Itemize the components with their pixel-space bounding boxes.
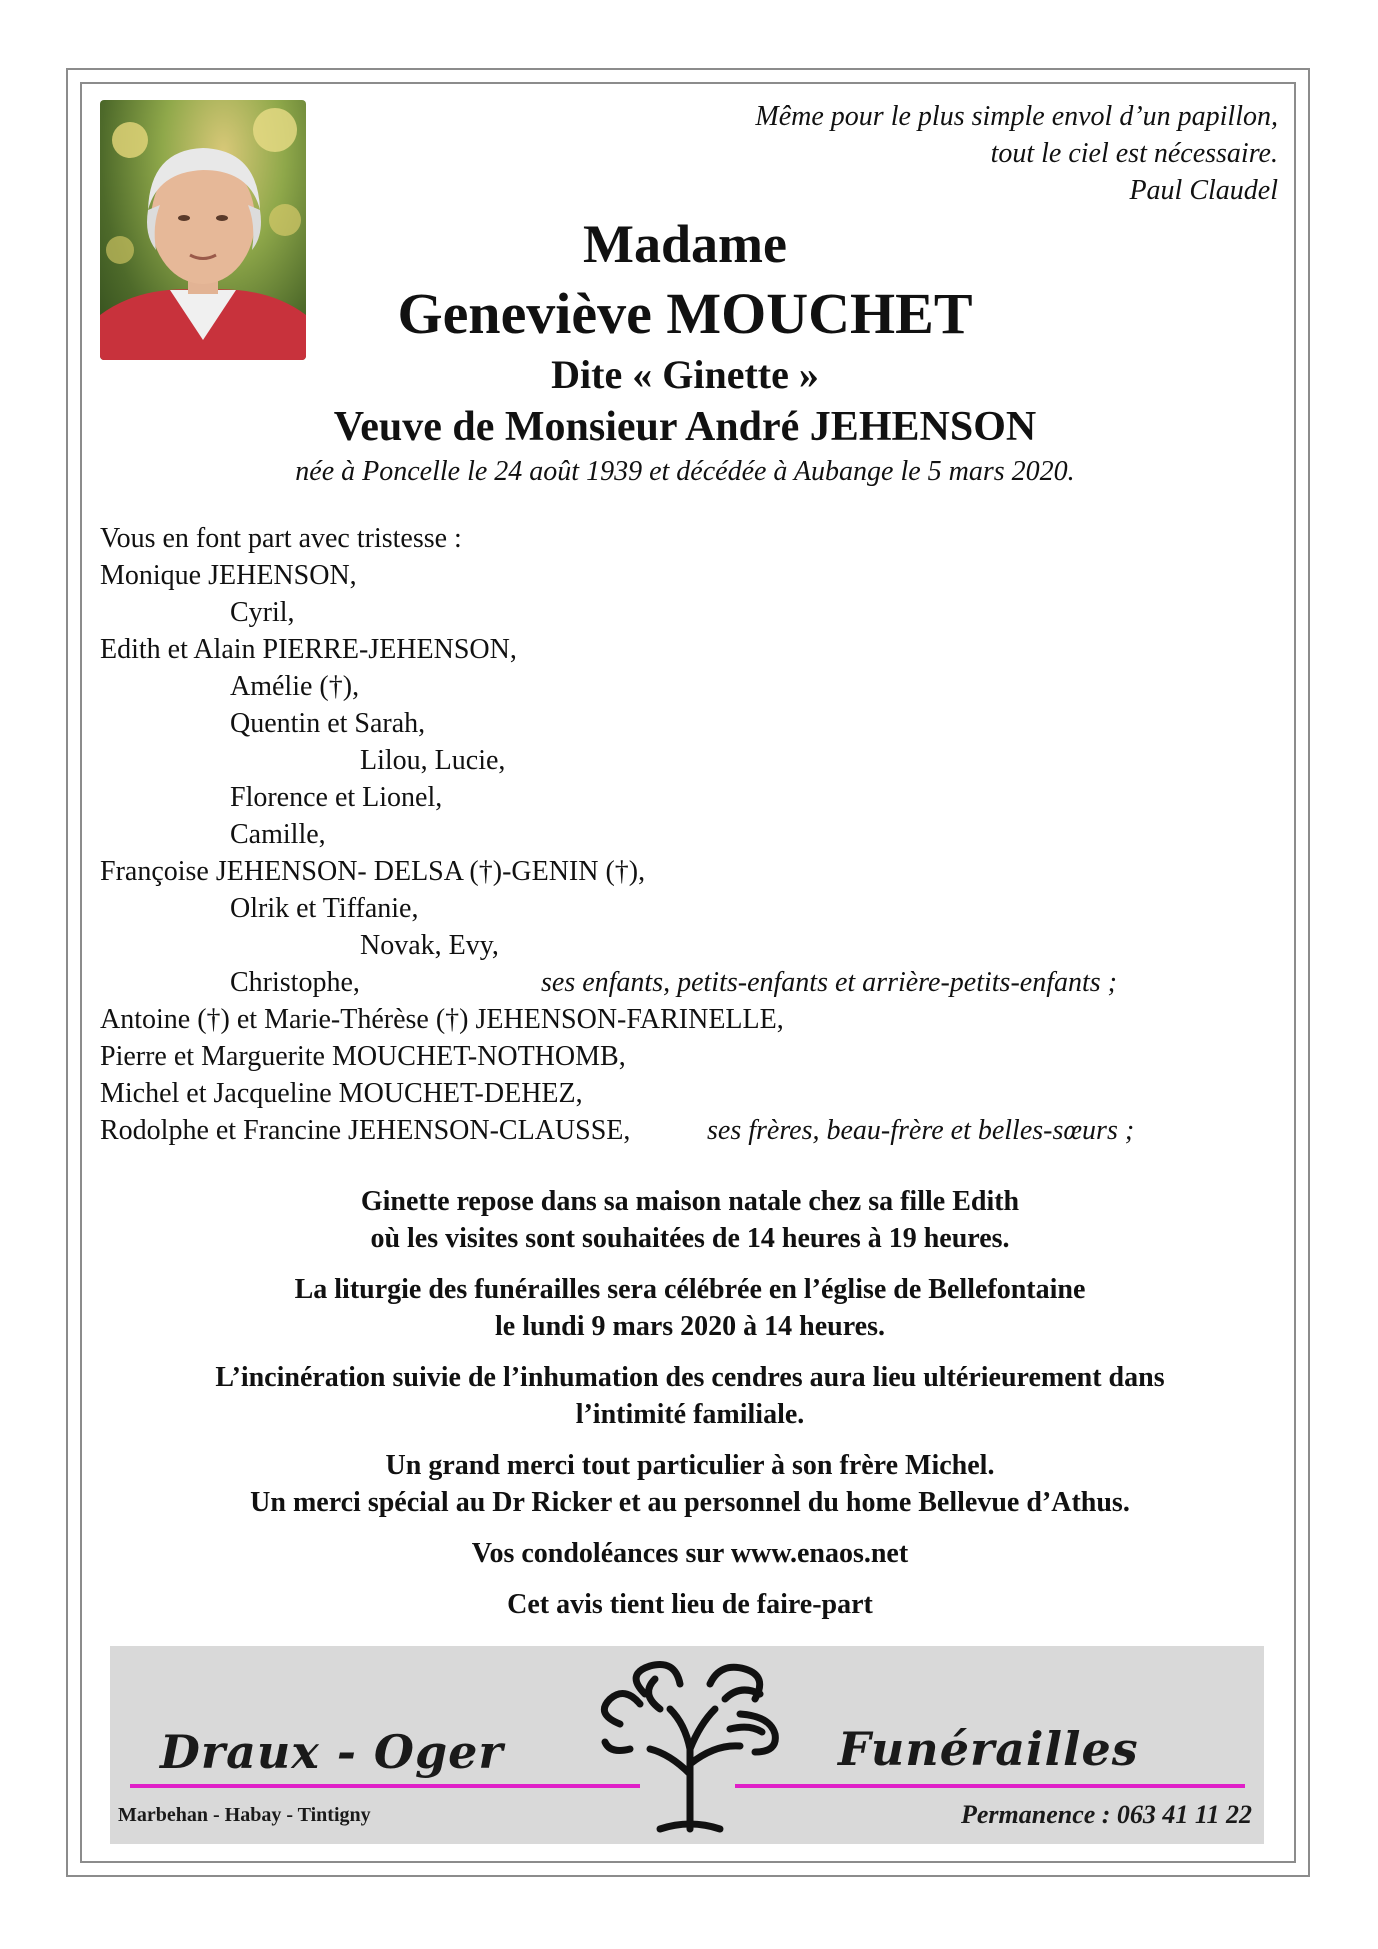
cremation-notice <box>100 1359 1280 1433</box>
family-member-name: Rodolphe et Francine JEHENSON-CLAUSSE, <box>100 1115 631 1146</box>
quote-author: Paul Claudel <box>1129 175 1278 206</box>
birth-death-dates: née à Poncelle le 24 août 1939 et décédée à Aubange le 5 mars 2020. <box>295 456 1075 487</box>
family-member-name: Lilou, Lucie, <box>360 745 506 776</box>
family-member-row <box>100 927 1220 964</box>
family-member-row <box>100 1075 1220 1112</box>
accent-rule-left <box>130 1784 640 1788</box>
role-children: ses enfants, petits-enfants et arrière-petits-enfants ; <box>541 967 1117 998</box>
family-member-row <box>100 742 1220 779</box>
family-member-name: Quentin et Sarah, <box>230 708 426 739</box>
family-member-name: Françoise JEHENSON- DELSA (†)-GENIN (†), <box>100 856 646 887</box>
family-member-row <box>100 890 1220 927</box>
liturgy-notice <box>100 1271 1280 1345</box>
funeral-home-name: Draux - Oger <box>160 1725 504 1779</box>
family-member-name: Camille, <box>230 819 326 850</box>
deceased-name: Geneviève MOUCHET <box>397 281 973 346</box>
accent-rule-right <box>735 1784 1245 1788</box>
family-member-row <box>100 1112 1220 1149</box>
family-member-name: Antoine (†) et Marie-Thérèse (†) JEHENSON-FARINELLE, <box>100 1004 784 1035</box>
family-member-name: Monique JEHENSON, <box>100 560 357 591</box>
thanks-notice <box>100 1447 1280 1521</box>
widow-of: Veuve de Monsieur André JEHENSON <box>333 404 1037 450</box>
funeral-home-suffix: Funérailles <box>838 1722 1139 1776</box>
family-member-row <box>100 964 1220 1001</box>
family-member-row <box>100 816 1220 853</box>
family-member-row <box>100 668 1220 705</box>
epigraph-quote <box>578 98 1278 209</box>
role-siblings: ses frères, beau-frère et belles-sœurs ; <box>707 1115 1135 1146</box>
family-member-name: Novak, Evy, <box>360 930 499 961</box>
family-member-name: Pierre et Marguerite MOUCHET-NOTHOMB, <box>100 1041 626 1072</box>
quote-line-1: Même pour le plus simple envol d’un papillon, <box>755 101 1278 132</box>
family-member-row <box>100 853 1220 890</box>
funeral-notices <box>100 1183 1280 1637</box>
visit-notice <box>100 1183 1280 1257</box>
faire-part-notice: Cet avis tient lieu de faire-part <box>507 1589 873 1620</box>
family-member-name: Edith et Alain PIERRE-JEHENSON, <box>100 634 517 665</box>
thanks-line-1: Un grand merci tout particulier à son frère Michel. <box>385 1450 995 1481</box>
family-member-name: Cyril, <box>230 597 295 628</box>
family-member-name: Amélie (†), <box>230 671 360 702</box>
family-intro: Vous en font part avec tristesse : <box>100 523 462 554</box>
deceased-heading <box>240 210 1130 490</box>
thanks-line-2: Un merci spécial au Dr Ricker et au personnel du home Bellevue d’Athus. <box>250 1487 1130 1518</box>
visit-line-2: où les visites sont souhaitées de 14 heures à 19 heures. <box>370 1223 1010 1254</box>
family-member-row <box>100 705 1220 742</box>
family-member-row <box>100 557 1220 594</box>
tree-logo-icon <box>590 1654 790 1834</box>
family-member-name: Michel et Jacqueline MOUCHET-DEHEZ, <box>100 1078 583 1109</box>
family-list <box>100 520 1220 1149</box>
family-member-name: Olrik et Tiffanie, <box>230 893 419 924</box>
family-member-name: Florence et Lionel, <box>230 782 443 813</box>
quote-line-2: tout le ciel est nécessaire. <box>990 138 1278 169</box>
family-member-row <box>100 631 1220 668</box>
nickname: Dite « Ginette » <box>551 352 819 397</box>
title: Madame <box>583 214 787 274</box>
funeral-home-towns: Marbehan - Habay - Tintigny <box>118 1804 371 1826</box>
family-member-row <box>100 594 1220 631</box>
family-member-row <box>100 779 1220 816</box>
funeral-home-phone: Permanence : 063 41 11 22 <box>960 1800 1252 1829</box>
condolences-notice: Vos condoléances sur www.enaos.net <box>471 1538 909 1569</box>
family-member-name: Christophe, <box>230 967 360 998</box>
visit-line-1: Ginette repose dans sa maison natale chez sa fille Edith <box>360 1186 1020 1217</box>
cremation-line-1: L’incinération suivie de l’inhumation des cendres aura lieu ultérieurement dans <box>215 1362 1165 1393</box>
liturgy-line-1: La liturgie des funérailles sera célébrée en l’église de Bellefontaine <box>294 1274 1086 1305</box>
liturgy-line-2: le lundi 9 mars 2020 à 14 heures. <box>495 1311 885 1342</box>
family-member-row <box>100 1001 1220 1038</box>
cremation-line-2: l’intimité familiale. <box>575 1399 805 1430</box>
family-member-row <box>100 1038 1220 1075</box>
